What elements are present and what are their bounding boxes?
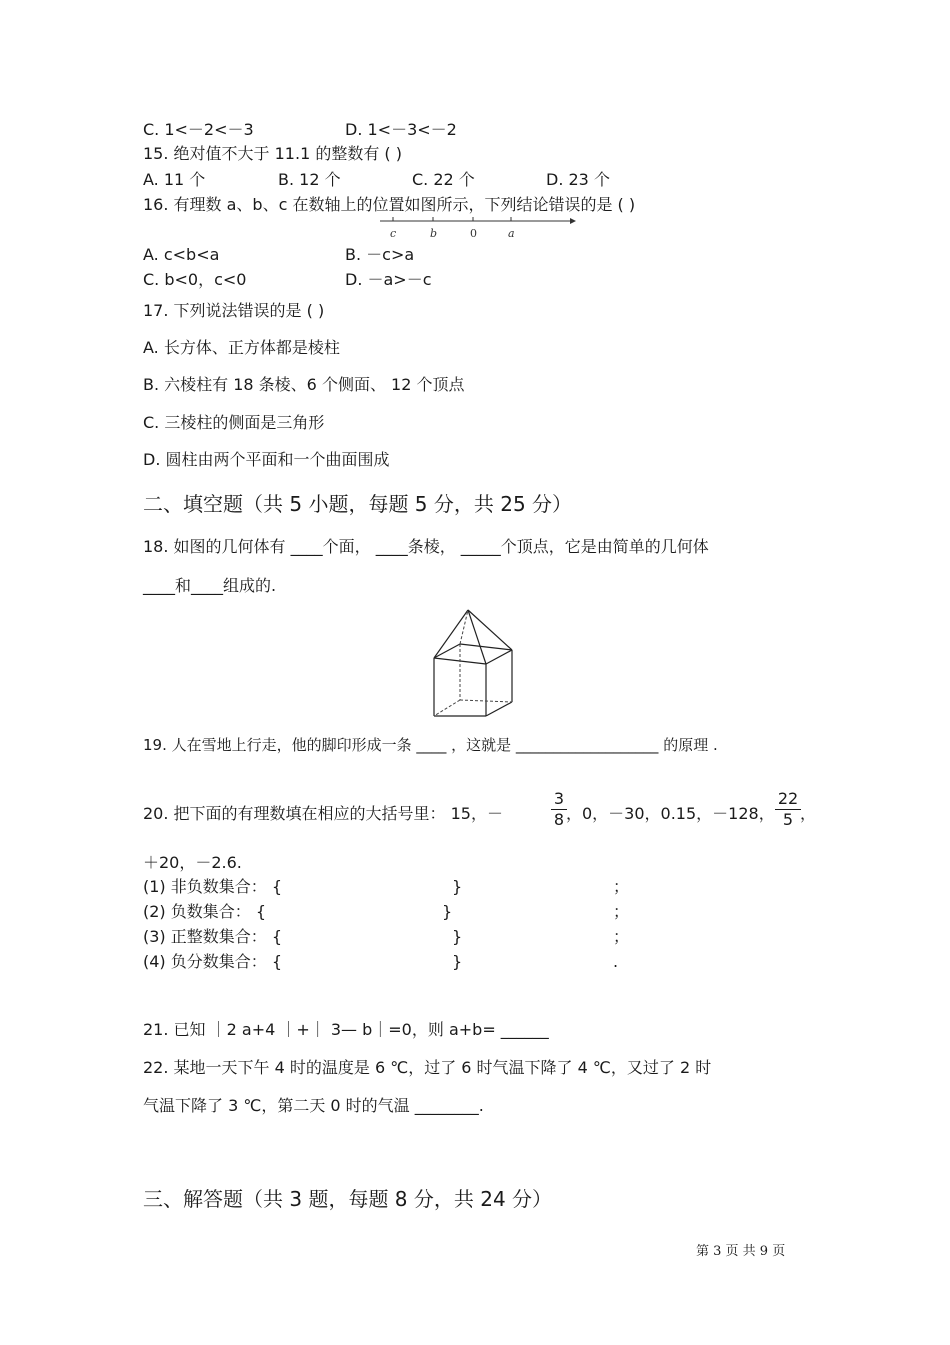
q15-stem: 15. 绝对值不大于 11.1 的整数有 ( ) bbox=[143, 144, 402, 163]
q22-line1: 22. 某地一天下午 4 时的温度是 6 ℃，过了 6 时气温下降了 4 ℃，又过了 2 时 bbox=[143, 1058, 712, 1077]
q20-set-negative-close: } bbox=[442, 902, 453, 921]
q16-option-c: C. b<0，c<0 bbox=[143, 270, 247, 289]
q16-stem: 16. 有理数 a、b、c 在数轴上的位置如图所示，下列结论错误的是 ( ) bbox=[143, 195, 636, 214]
section-heading-fill-in: 二、填空题（共 5 小题，每题 5 分，共 25 分） bbox=[143, 492, 573, 516]
q15-option-c: C. 22 个 bbox=[412, 170, 475, 189]
page-footer: 第 3 页 共 9 页 bbox=[696, 1244, 786, 1259]
number-line bbox=[380, 214, 580, 244]
axis-label-0: 0 bbox=[470, 227, 477, 240]
q15-option-d: D. 23 个 bbox=[546, 170, 610, 189]
q20-set-nonnegative-end: ； bbox=[613, 877, 630, 896]
q16-option-d: D. －a>－c bbox=[345, 270, 432, 289]
geometric-solid-figure bbox=[430, 608, 520, 720]
axis-label-a: a bbox=[508, 227, 515, 240]
q20-stem-prefix: 20. 把下面的有理数填在相应的大括号里： 15，－ bbox=[143, 804, 503, 823]
section-heading-solve: 三、解答题（共 3 题，每题 8 分，共 24 分） bbox=[143, 1187, 553, 1211]
fraction-numerator: 3 bbox=[553, 789, 565, 808]
q17-stem: 17. 下列说法错误的是 ( ) bbox=[143, 301, 325, 320]
q20-line2: ＋20，－2.6. bbox=[143, 853, 242, 872]
q20-stem-suffix: ， bbox=[800, 804, 817, 823]
q20-set-nonnegative-label: (1) 非负数集合： { bbox=[143, 877, 283, 896]
q17-option-a: A. 长方体、正方体都是棱柱 bbox=[143, 338, 340, 357]
q15-option-b: B. 12 个 bbox=[278, 170, 341, 189]
q22-line2: 气温下降了 3 ℃，第二天 0 时的气温 ________. bbox=[143, 1096, 484, 1115]
q14-option-c: C. 1<－2<－3 bbox=[143, 120, 254, 139]
axis-label-b: b bbox=[430, 227, 438, 240]
q20-set-negative-fraction-close: } bbox=[452, 952, 463, 971]
q20-set-negative-label: (2) 负数集合： { bbox=[143, 902, 267, 921]
fraction-numerator: 22 bbox=[777, 789, 799, 808]
q17-option-c: C. 三棱柱的侧面是三角形 bbox=[143, 413, 325, 432]
q20-set-nonnegative-close: } bbox=[452, 877, 463, 896]
q19: 19. 人在雪地上行走，他的脚印形成一条 ____ ，这就是 ___________________ 的原理 . bbox=[143, 736, 718, 754]
q17-option-b: B. 六棱柱有 18 条棱、6 个侧面、 12 个顶点 bbox=[143, 375, 465, 394]
q20-set-positive-integer-end: ； bbox=[613, 927, 630, 946]
q17-option-d: D. 圆柱由两个平面和一个曲面围成 bbox=[143, 450, 390, 469]
q18-line2: ____和____组成的. bbox=[143, 576, 277, 595]
q20-stem-mid: ，0，－30，0.15，－128， bbox=[566, 804, 775, 823]
q20-set-negative-end: ； bbox=[613, 902, 630, 921]
axis-label-c: c bbox=[390, 227, 397, 240]
q20-set-positive-integer-label: (3) 正整数集合： { bbox=[143, 927, 283, 946]
fraction-denominator: 8 bbox=[551, 809, 567, 830]
q20-set-negative-fraction-end: . bbox=[613, 952, 619, 971]
fraction-3-8 bbox=[551, 789, 567, 830]
q15-option-a: A. 11 个 bbox=[143, 170, 206, 189]
q18-line1: 18. 如图的几何体有 ____个面， ____条棱， _____个顶点，它是由简单的几何体 bbox=[143, 537, 709, 556]
q16-option-a: A. c<b<a bbox=[143, 245, 220, 264]
q20-set-positive-integer-close: } bbox=[452, 927, 463, 946]
q20-set-negative-fraction-label: (4) 负分数集合： { bbox=[143, 952, 283, 971]
fraction-22-5 bbox=[775, 789, 801, 830]
fraction-denominator: 5 bbox=[775, 809, 801, 830]
q21: 21. 已知 ｜2 a+4 ｜+｜ 3— b｜=0，则 a+b= ______ bbox=[143, 1020, 549, 1039]
q16-option-b: B. －c>a bbox=[345, 245, 415, 264]
q14-option-d: D. 1<－3<－2 bbox=[345, 120, 457, 139]
